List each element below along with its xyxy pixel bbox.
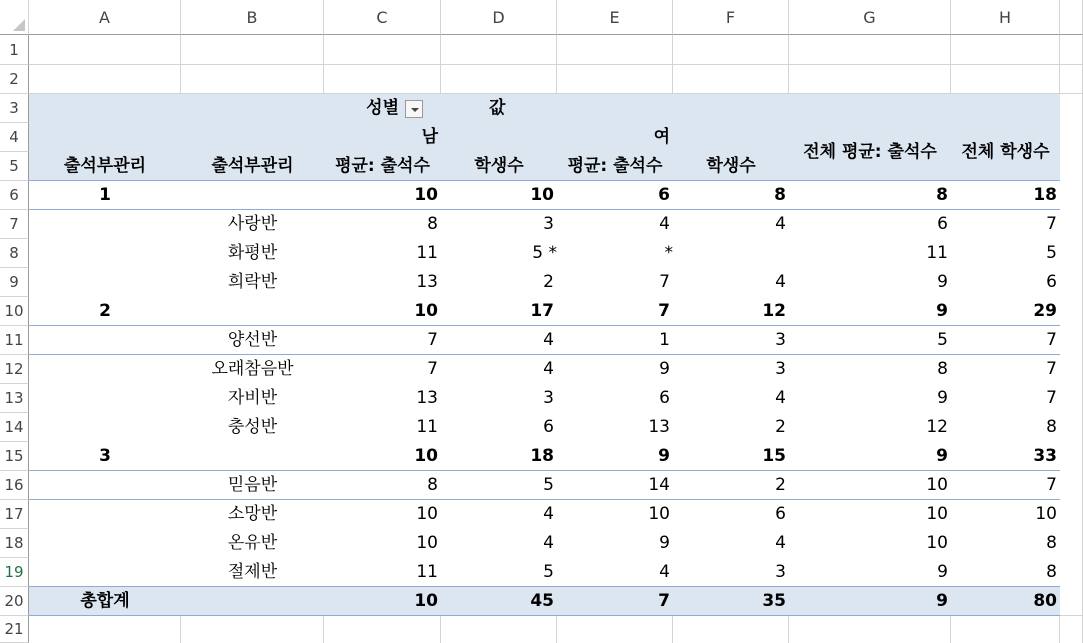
grand-total-value[interactable]: 80	[1033, 591, 1057, 611]
pivot-value[interactable]: 10	[416, 504, 438, 524]
group-total-value[interactable]: 9	[658, 446, 670, 466]
group-total-value[interactable]: 10	[530, 185, 554, 205]
class-name[interactable]: 화평반	[227, 243, 278, 263]
row-header-20[interactable]: 20	[0, 587, 29, 616]
pivot-value[interactable]: 9	[659, 359, 670, 379]
row-header-7[interactable]: 7	[0, 210, 29, 239]
pivot-filter-label: 성별	[366, 98, 399, 118]
pivot-value[interactable]: 7	[1046, 330, 1057, 350]
pivot-value[interactable]: 3	[543, 388, 554, 408]
pivot-value[interactable]: 13	[416, 388, 438, 408]
column-gridline	[180, 616, 181, 643]
pivot-value[interactable]: 8	[427, 475, 438, 495]
class-name[interactable]: 사랑반	[227, 214, 278, 234]
pivot-value[interactable]: 5	[937, 330, 948, 350]
pivot-value[interactable]: 4	[543, 330, 554, 350]
pivot-header-e: 평균: 출석수	[567, 156, 663, 176]
pivot-value[interactable]	[673, 239, 789, 268]
group-label[interactable]: 2	[99, 301, 111, 321]
pivot-value[interactable]: 4	[543, 359, 554, 379]
class-name[interactable]: 오래참음반	[211, 359, 294, 379]
pivot-header-h: 전체 학생수	[961, 142, 1050, 162]
column-header-d[interactable]: D	[441, 0, 557, 35]
row-header-4[interactable]: 4	[0, 123, 29, 152]
group-total-value[interactable]: 29	[1033, 301, 1057, 321]
class-name[interactable]: 소망반	[227, 504, 278, 524]
grand-total-value[interactable]: 35	[762, 591, 786, 611]
group-total-value[interactable]: 10	[414, 446, 438, 466]
pivot-value[interactable]: 11	[416, 243, 438, 263]
pivot-value[interactable]: 10	[648, 504, 670, 524]
group-total-value[interactable]: 10	[414, 301, 438, 321]
group-total-value[interactable]: 8	[774, 185, 786, 205]
pivot-value[interactable]: 8	[1046, 417, 1057, 437]
pivot-value[interactable]: 7	[659, 272, 670, 292]
pivot-value[interactable]: 9	[937, 272, 948, 292]
group-total-value[interactable]: 7	[658, 301, 670, 321]
pivot-values-label: 값	[489, 98, 506, 118]
column-header-f[interactable]: F	[673, 0, 789, 35]
pivot-value[interactable]: 7	[1046, 214, 1057, 234]
pivot-header-g: 전체 평균: 출석수	[803, 142, 937, 162]
row-header-1[interactable]: 1	[0, 35, 29, 65]
row-header-3[interactable]: 3	[0, 94, 29, 123]
column-header-g[interactable]: G	[789, 0, 951, 35]
pivot-value[interactable]: 10	[1035, 504, 1057, 524]
group-label[interactable]: 1	[99, 185, 111, 205]
column-gridline	[440, 616, 441, 643]
pivot-group-female: 여	[653, 127, 670, 147]
column-header-h[interactable]: H	[951, 0, 1060, 35]
pivot-value[interactable]: *	[664, 243, 673, 263]
group-total-value[interactable]: 18	[1033, 185, 1057, 205]
grand-total-value[interactable]: 10	[414, 591, 438, 611]
row-header-17[interactable]: 17	[0, 500, 29, 529]
pivot-value[interactable]: 8	[1046, 533, 1057, 553]
column-header-b[interactable]: B	[181, 0, 324, 35]
pivot-value[interactable]: 13	[648, 417, 670, 437]
group-total-value[interactable]: 8	[936, 185, 948, 205]
group-total-value[interactable]: 15	[762, 446, 786, 466]
pivot-value[interactable]: 9	[937, 388, 948, 408]
pivot-header-c: 평균: 출석수	[335, 156, 430, 176]
class-name[interactable]: 희락반	[227, 272, 278, 292]
pivot-value[interactable]: 7	[1046, 388, 1057, 408]
group-total-value[interactable]: 33	[1033, 446, 1057, 466]
grand-total-value[interactable]: 7	[658, 591, 670, 611]
pivot-header-f: 학생수	[706, 156, 756, 176]
pivot-value[interactable]: 10	[926, 504, 948, 524]
grand-total-label[interactable]: 총합계	[80, 591, 130, 611]
pivot-value[interactable]: 13	[416, 272, 438, 292]
pivot-value[interactable]: 4	[659, 214, 670, 234]
row-header-2[interactable]: 2	[0, 65, 29, 94]
column-gridline	[788, 616, 789, 643]
row-header-21[interactable]: 21	[0, 616, 29, 643]
pivot-value[interactable]: 4	[775, 272, 786, 292]
pivot-value[interactable]: 8	[1046, 562, 1057, 582]
column-header-a[interactable]: A	[29, 0, 181, 35]
row-header-6[interactable]: 6	[0, 181, 29, 210]
pivot-value[interactable]: 7	[1046, 475, 1057, 495]
group-label[interactable]: 3	[99, 446, 111, 466]
class-name[interactable]: 절제반	[227, 562, 278, 582]
filter-dropdown-icon[interactable]	[405, 100, 423, 118]
pivot-value[interactable]: 7	[427, 330, 438, 350]
pivot-value[interactable]: 10	[926, 533, 948, 553]
pivot-value[interactable]: 6	[543, 417, 554, 437]
pivot-value[interactable]: 5	[543, 562, 554, 582]
pivot-value[interactable]: 9	[659, 533, 670, 553]
pivot-value[interactable]: 3	[543, 214, 554, 234]
pivot-value[interactable]: 2	[775, 417, 786, 437]
pivot-header-d: 학생수	[474, 156, 524, 176]
pivot-value[interactable]: 5	[543, 475, 554, 495]
pivot-value[interactable]: 6	[659, 388, 670, 408]
pivot-value[interactable]: 3	[775, 359, 786, 379]
group-total-value[interactable]: 10	[414, 185, 438, 205]
group-total-value[interactable]: 12	[762, 301, 786, 321]
row-header-15[interactable]: 15	[0, 442, 29, 471]
pivot-header-b: 출석부관리	[211, 156, 294, 176]
pivot-value[interactable]: 6	[1046, 272, 1057, 292]
pivot-value[interactable]: 11	[416, 417, 438, 437]
pivot-value[interactable]: 4	[775, 388, 786, 408]
pivot-value[interactable]: 3	[775, 330, 786, 350]
grand-total-value[interactable]: 9	[936, 591, 948, 611]
pivot-group-male: 남	[421, 127, 438, 147]
pivot-value[interactable]: 2	[775, 475, 786, 495]
grand-total-value[interactable]: 45	[530, 591, 554, 611]
pivot-value[interactable]: 9	[937, 562, 948, 582]
pivot-value[interactable]: 12	[926, 417, 948, 437]
pivot-value[interactable]: 4	[543, 533, 554, 553]
pivot-value[interactable]: 4	[775, 533, 786, 553]
pivot-value[interactable]: 6	[775, 504, 786, 524]
column-gridline	[556, 616, 557, 643]
column-header-e[interactable]: E	[557, 0, 673, 35]
group-total-value[interactable]: 9	[936, 301, 948, 321]
pivot-value[interactable]: 10	[416, 533, 438, 553]
group-total-value[interactable]: 17	[530, 301, 554, 321]
group-total-value[interactable]: 9	[936, 446, 948, 466]
column-gridline	[672, 616, 673, 643]
row-header-13[interactable]: 13	[0, 384, 29, 413]
group-total-value[interactable]: 6	[658, 185, 670, 205]
row-header-18[interactable]: 18	[0, 529, 29, 558]
pivot-value[interactable]: 5	[1046, 243, 1057, 263]
row-header-10[interactable]: 10	[0, 297, 29, 326]
class-name[interactable]: 온유반	[227, 533, 278, 553]
row-gridline	[1060, 615, 1083, 616]
column-gridline	[323, 616, 324, 643]
group-total-value[interactable]: 18	[530, 446, 554, 466]
class-name[interactable]: 믿음반	[227, 475, 278, 495]
pivot-value[interactable]: 6	[937, 214, 948, 234]
pivot-value[interactable]: 3	[775, 562, 786, 582]
select-all-corner[interactable]	[0, 0, 29, 35]
column-gridline	[1059, 616, 1060, 643]
pivot-value[interactable]: 8	[427, 214, 438, 234]
pivot-value[interactable]: 10	[926, 475, 948, 495]
pivot-value[interactable]: 4	[775, 214, 786, 234]
pivot-value[interactable]: 4	[659, 562, 670, 582]
row-header-8[interactable]: 8	[0, 239, 29, 268]
row-header-11[interactable]: 11	[0, 326, 29, 355]
pivot-value[interactable]: 7	[427, 359, 438, 379]
class-name[interactable]: 충성반	[227, 417, 278, 437]
row-header-5[interactable]: 5	[0, 152, 29, 181]
pivot-value[interactable]: 8	[937, 359, 948, 379]
column-gridline	[950, 616, 951, 643]
pivot-value[interactable]: 14	[648, 475, 670, 495]
row-header-9[interactable]: 9	[0, 268, 29, 297]
column-header-blank	[1060, 0, 1083, 35]
class-name[interactable]: 자비반	[227, 388, 278, 408]
row-gridline	[29, 64, 1083, 65]
pivot-header-a: 출석부관리	[63, 156, 147, 176]
pivot-value[interactable]: 1	[659, 330, 670, 350]
row-header-12[interactable]: 12	[0, 355, 29, 384]
pivot-value[interactable]: 4	[543, 504, 554, 524]
column-header-c[interactable]: C	[324, 0, 441, 35]
pivot-value[interactable]: 11	[416, 562, 438, 582]
row-header-14[interactable]: 14	[0, 413, 29, 442]
class-name[interactable]: 양선반	[227, 330, 278, 350]
pivot-value[interactable]: 7	[1046, 359, 1057, 379]
pivot-value[interactable]: 11	[926, 243, 948, 263]
row-header-19[interactable]: 19	[0, 558, 29, 587]
pivot-value[interactable]: 2	[543, 272, 554, 292]
pivot-value[interactable]: 5 *	[532, 243, 557, 263]
row-header-16[interactable]: 16	[0, 471, 29, 500]
